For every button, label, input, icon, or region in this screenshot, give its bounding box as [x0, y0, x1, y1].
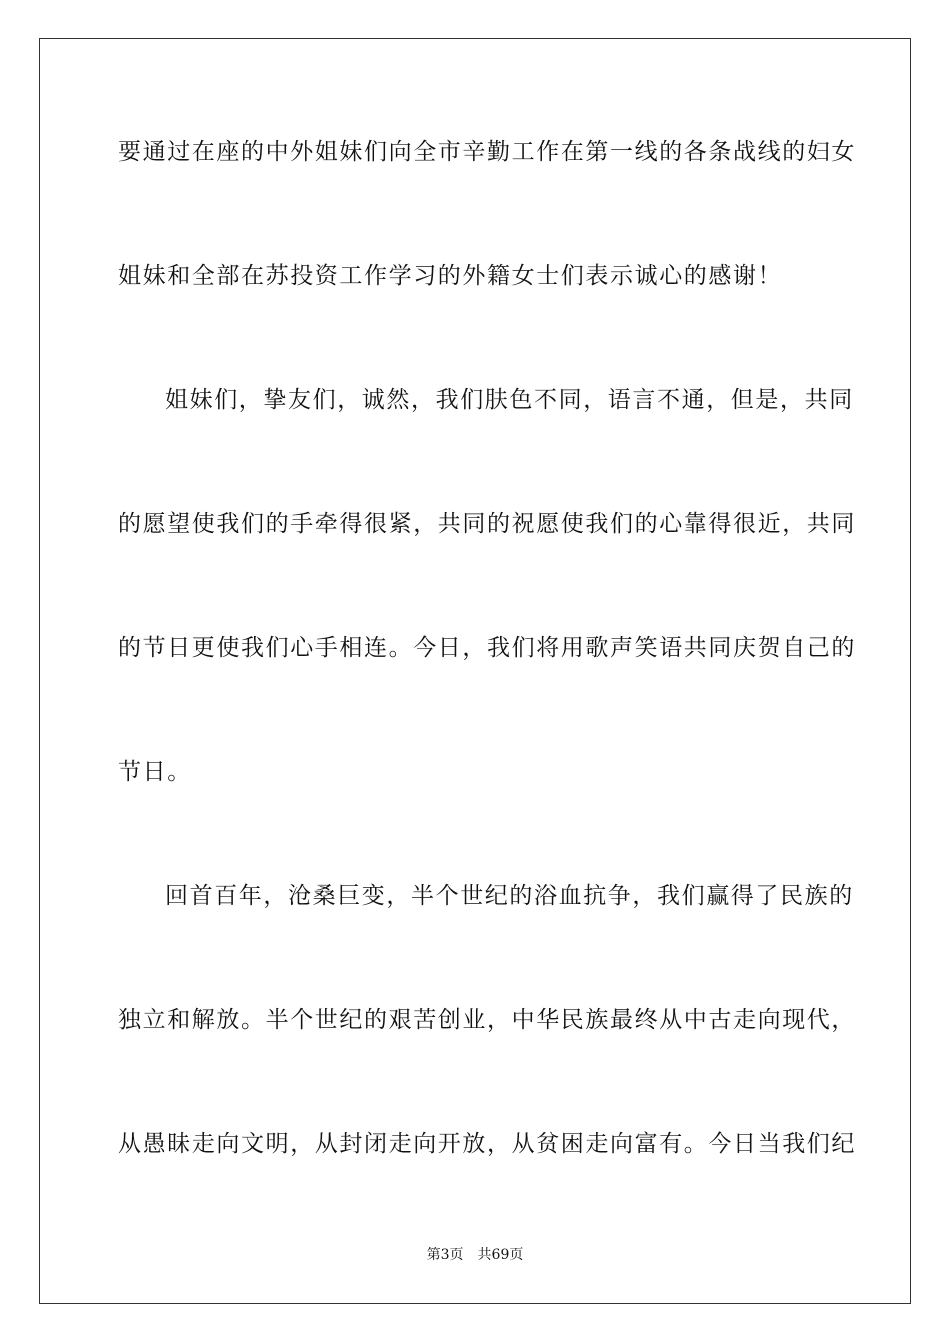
paragraph-start-line: 回首百年，沧桑巨变，半个世纪的浴血抗争，我们赢得了民族的: [165, 883, 854, 909]
text-line: 要通过在座的中外姐妹们向全市辛勤工作在第一线的各条战线的妇女: [118, 139, 856, 165]
page-number-current: 第3页: [426, 1247, 464, 1263]
paragraph-start-line: 姐妹们，挚友们，诚然，我们肤色不同，语言不通，但是，共同: [165, 387, 854, 413]
page-footer: [0, 1246, 950, 1264]
text-line: 的愿望使我们的手牵得很紧，共同的祝愿使我们的心靠得很近，共同: [118, 511, 856, 537]
text-line: 的节日更使我们心手相连。今日，我们将用歌声笑语共同庆贺自己的: [118, 635, 856, 661]
text-line: 姐妹和全部在苏投资工作学习的外籍女士们表示诚心的感谢！: [118, 263, 783, 289]
text-line: 从愚昧走向文明，从封闭走向开放，从贫困走向富有。今日当我们纪: [118, 1131, 856, 1157]
page-number-total: 共69页: [477, 1247, 524, 1263]
page-border: [39, 38, 911, 1304]
text-line: 节日。: [118, 759, 192, 785]
text-line: 独立和解放。半个世纪的艰苦创业，中华民族最终从中古走向现代，: [118, 1007, 856, 1033]
